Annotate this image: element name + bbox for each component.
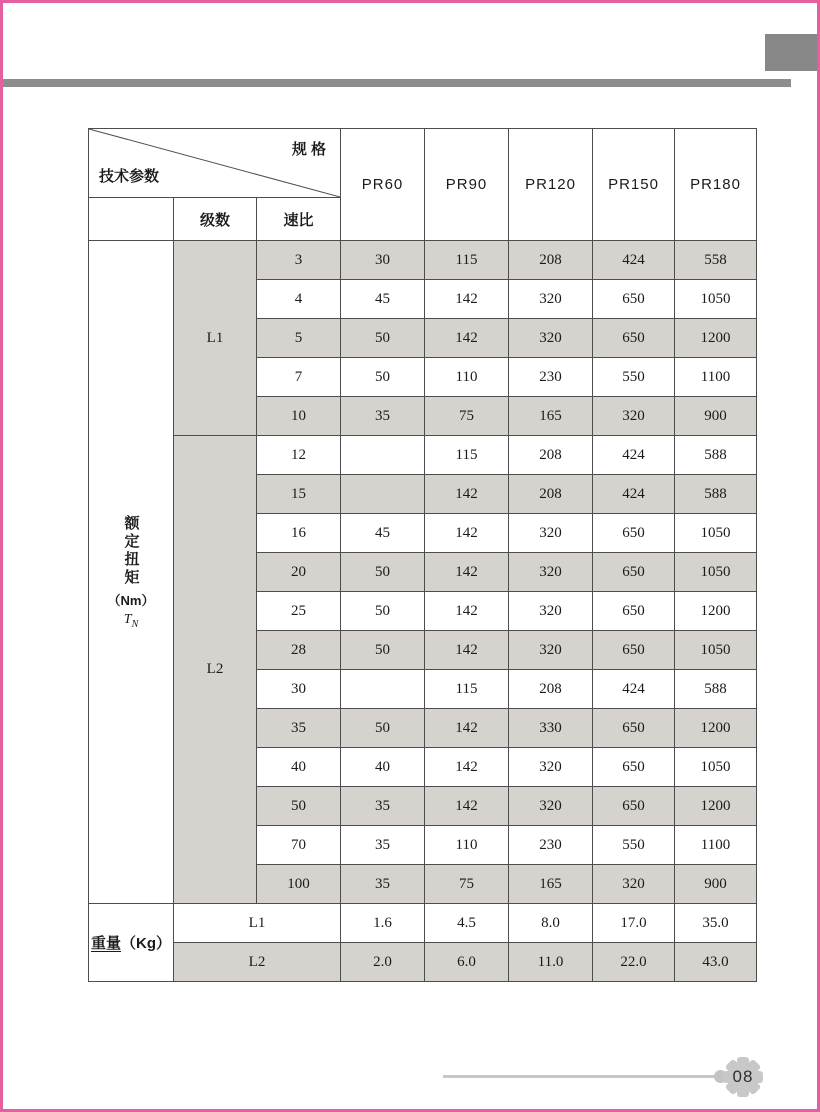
stage-group-cell: L2	[174, 436, 257, 904]
value-cell: 35	[341, 865, 425, 904]
value-cell: 110	[425, 358, 509, 397]
value-cell: 320	[509, 514, 593, 553]
ratio-cell: 40	[257, 748, 341, 787]
value-cell: 45	[341, 280, 425, 319]
weight-stage-cell: L2	[174, 943, 341, 982]
ratio-cell: 35	[257, 709, 341, 748]
weight-label-main: 重量	[90, 935, 121, 952]
value-cell: 900	[675, 397, 757, 436]
value-cell: 1050	[675, 280, 757, 319]
value-cell: 1050	[675, 553, 757, 592]
value-cell: 320	[509, 280, 593, 319]
weight-value-cell: 8.0	[509, 904, 593, 943]
weight-value-cell: 11.0	[509, 943, 593, 982]
value-cell: 550	[593, 358, 675, 397]
weight-value-cell: 22.0	[593, 943, 675, 982]
ratio-cell: 100	[257, 865, 341, 904]
value-cell: 320	[509, 592, 593, 631]
value-cell: 208	[509, 241, 593, 280]
torque-label-unit: （Nm）	[107, 592, 155, 608]
value-cell: 165	[509, 865, 593, 904]
value-cell: 1050	[675, 748, 757, 787]
footer-rule	[443, 1075, 717, 1078]
value-cell: 230	[509, 358, 593, 397]
column-header-pr90: PR90	[425, 129, 509, 241]
ratio-cell: 20	[257, 553, 341, 592]
value-cell	[341, 670, 425, 709]
value-cell: 50	[341, 319, 425, 358]
value-cell: 1100	[675, 826, 757, 865]
value-cell: 45	[341, 514, 425, 553]
value-cell: 142	[425, 748, 509, 787]
weight-stage-cell: L1	[174, 904, 341, 943]
value-cell: 320	[509, 787, 593, 826]
value-cell: 142	[425, 709, 509, 748]
value-cell: 1050	[675, 514, 757, 553]
weight-row	[89, 943, 757, 982]
value-cell: 900	[675, 865, 757, 904]
value-cell: 142	[425, 553, 509, 592]
value-cell: 588	[675, 436, 757, 475]
value-cell: 35	[341, 826, 425, 865]
value-cell: 650	[593, 787, 675, 826]
value-cell: 588	[675, 670, 757, 709]
header-corner-block	[765, 34, 817, 71]
value-cell: 650	[593, 514, 675, 553]
value-cell: 50	[341, 553, 425, 592]
corner-spec-label: 规 格	[291, 141, 327, 158]
value-cell: 75	[425, 865, 509, 904]
value-cell: 550	[593, 826, 675, 865]
value-cell: 50	[341, 358, 425, 397]
corner-param-label: 技术参数	[99, 168, 160, 185]
torque-label-cell	[89, 241, 174, 904]
weight-row	[89, 904, 757, 943]
value-cell: 650	[593, 319, 675, 358]
value-cell: 650	[593, 709, 675, 748]
torque-symbol-sub: N	[131, 618, 139, 630]
value-cell: 650	[593, 592, 675, 631]
value-cell: 35	[341, 397, 425, 436]
weight-value-cell: 1.6	[341, 904, 425, 943]
value-cell: 330	[509, 709, 593, 748]
value-cell: 142	[425, 319, 509, 358]
value-cell: 142	[425, 631, 509, 670]
subheader-stage: 级数	[174, 198, 257, 241]
value-cell: 230	[509, 826, 593, 865]
value-cell: 50	[341, 709, 425, 748]
torque-row	[89, 436, 757, 475]
weight-label-unit: （Kg）	[121, 935, 171, 952]
value-cell: 320	[509, 748, 593, 787]
value-cell: 1200	[675, 709, 757, 748]
torque-label-symbol	[124, 612, 138, 630]
value-cell: 558	[675, 241, 757, 280]
ratio-cell: 28	[257, 631, 341, 670]
ratio-cell: 10	[257, 397, 341, 436]
value-cell: 142	[425, 475, 509, 514]
value-cell: 1050	[675, 631, 757, 670]
column-header-pr120: PR120	[509, 129, 593, 241]
value-cell: 1100	[675, 358, 757, 397]
value-cell: 1200	[675, 787, 757, 826]
torque-label-wrap	[89, 515, 173, 630]
spec-table	[88, 128, 757, 982]
value-cell: 1200	[675, 319, 757, 358]
weight-value-cell: 6.0	[425, 943, 509, 982]
value-cell: 320	[509, 631, 593, 670]
value-cell: 50	[341, 592, 425, 631]
column-header-pr180: PR180	[675, 129, 757, 241]
value-cell: 650	[593, 280, 675, 319]
value-cell: 208	[509, 475, 593, 514]
weight-label-cell	[89, 904, 174, 982]
ratio-cell: 30	[257, 670, 341, 709]
ratio-cell: 5	[257, 319, 341, 358]
value-cell: 115	[425, 241, 509, 280]
weight-value-cell: 17.0	[593, 904, 675, 943]
ratio-cell: 12	[257, 436, 341, 475]
value-cell: 40	[341, 748, 425, 787]
value-cell: 650	[593, 748, 675, 787]
value-cell: 320	[509, 319, 593, 358]
value-cell: 588	[675, 475, 757, 514]
column-header-pr60: PR60	[341, 129, 425, 241]
value-cell: 424	[593, 241, 675, 280]
value-cell: 650	[593, 631, 675, 670]
value-cell: 142	[425, 514, 509, 553]
value-cell: 50	[341, 631, 425, 670]
table-header-row	[89, 129, 757, 198]
value-cell: 424	[593, 436, 675, 475]
header-rule-bar	[3, 79, 791, 87]
value-cell: 142	[425, 280, 509, 319]
value-cell: 35	[341, 787, 425, 826]
stage-group-cell: L1	[174, 241, 257, 436]
weight-value-cell: 4.5	[425, 904, 509, 943]
torque-label-vertical: 额定扭矩	[122, 514, 140, 587]
value-cell: 320	[593, 397, 675, 436]
value-cell: 165	[509, 397, 593, 436]
ratio-cell: 4	[257, 280, 341, 319]
ratio-cell: 16	[257, 514, 341, 553]
value-cell	[341, 475, 425, 514]
value-cell	[341, 436, 425, 475]
table-body	[89, 241, 757, 982]
value-cell: 208	[509, 670, 593, 709]
torque-symbol-t: T	[123, 611, 132, 627]
weight-value-cell: 43.0	[675, 943, 757, 982]
value-cell: 208	[509, 436, 593, 475]
value-cell: 1200	[675, 592, 757, 631]
ratio-cell: 3	[257, 241, 341, 280]
value-cell: 424	[593, 670, 675, 709]
weight-value-cell: 2.0	[341, 943, 425, 982]
weight-value-cell: 35.0	[675, 904, 757, 943]
value-cell: 650	[593, 553, 675, 592]
value-cell: 75	[425, 397, 509, 436]
value-cell: 110	[425, 826, 509, 865]
ratio-cell: 50	[257, 787, 341, 826]
value-cell: 115	[425, 436, 509, 475]
corner-diagonal-cell	[89, 129, 341, 198]
value-cell: 320	[593, 865, 675, 904]
torque-row	[89, 241, 757, 280]
subheader-empty-cell	[89, 198, 174, 241]
column-header-pr150: PR150	[593, 129, 675, 241]
value-cell: 30	[341, 241, 425, 280]
ratio-cell: 70	[257, 826, 341, 865]
page-number: 08	[732, 1067, 754, 1086]
ratio-cell: 7	[257, 358, 341, 397]
ratio-cell: 25	[257, 592, 341, 631]
value-cell: 320	[509, 553, 593, 592]
subheader-ratio: 速比	[257, 198, 341, 241]
ratio-cell: 15	[257, 475, 341, 514]
value-cell: 424	[593, 475, 675, 514]
value-cell: 142	[425, 787, 509, 826]
value-cell: 142	[425, 592, 509, 631]
value-cell: 115	[425, 670, 509, 709]
